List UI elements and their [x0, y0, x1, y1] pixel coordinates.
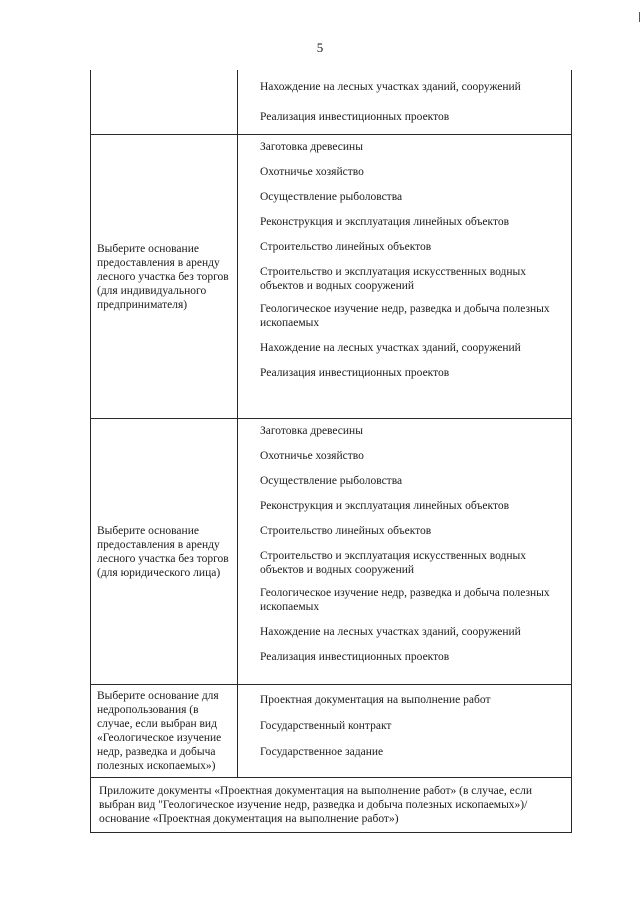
scan-edge-mark	[636, 12, 640, 22]
row-label-cell	[91, 70, 238, 135]
option-item[interactable]: Заготовка древесины	[260, 141, 363, 153]
attach-documents-note: Приложите документы «Проектная документация на выполнение работ» (в случае, если выбран вид "Геологическое изучение недр, разведка и добыча полезных ископаемых»)/основание «Проектная документация на выполнение работ»)	[91, 778, 572, 833]
option-item[interactable]: Реализация инвестиционных проектов	[260, 367, 450, 379]
table-row-continuation	[91, 70, 572, 135]
option-item[interactable]: Геологическое изучение недр, разведка и добыча полезных ископаемых	[260, 303, 550, 329]
table-row-attach-note	[91, 778, 572, 833]
row-options-cell	[238, 685, 572, 778]
option-item[interactable]: Нахождение на лесных участках зданий, сооружений	[260, 342, 521, 354]
option-item[interactable]: Проектная документация на выполнение работ	[260, 694, 491, 706]
row-label: Выберите основание предоставления в аренду лесного участка без торгов (для юридического лица)	[97, 524, 229, 579]
option-item[interactable]: Охотничье хозяйство	[260, 166, 364, 178]
option-item[interactable]: Нахождение на лесных участках зданий, сооружений	[260, 626, 521, 638]
option-item[interactable]: Строительство линейных объектов	[260, 525, 432, 537]
row-options-cell	[238, 135, 572, 419]
option-item[interactable]: Строительство линейных объектов	[260, 241, 432, 253]
row-options-cell	[238, 70, 572, 135]
option-item[interactable]: Государственный контракт	[260, 720, 392, 732]
option-item[interactable]: Реализация инвестиционных проектов	[260, 651, 450, 663]
table-row-individual-entrepreneur	[91, 135, 572, 419]
option-item[interactable]: Осуществление рыболовства	[260, 475, 403, 487]
option-item[interactable]: Геологическое изучение недр, разведка и добыча полезных ископаемых	[260, 587, 550, 613]
row-label-cell	[91, 685, 238, 778]
row-label: Выберите основание предоставления в аренду лесного участка без торгов (для индивидуального предпринимателя)	[97, 242, 229, 311]
option-item[interactable]: Нахождение на лесных участках зданий, сооружений	[260, 81, 521, 93]
row-label-cell	[91, 419, 238, 685]
option-item[interactable]: Осуществление рыболовства	[260, 191, 403, 203]
table-row-legal-entity	[91, 419, 572, 685]
option-item[interactable]: Государственное задание	[260, 746, 384, 758]
row-label: Выберите основание для недропользования (в случае, если выбран вид «Геологическое изучение недр, разведка и добыча полезных ископаемых»)	[97, 690, 222, 772]
option-item[interactable]: Реконструкция и эксплуатация линейных объектов	[260, 500, 510, 512]
option-item[interactable]: Заготовка древесины	[260, 425, 363, 437]
option-item[interactable]: Реконструкция и эксплуатация линейных объектов	[260, 216, 510, 228]
option-item[interactable]: Строительство и эксплуатация искусственных водных объектов и водных сооружений	[260, 266, 527, 292]
option-item[interactable]: Охотничье хозяйство	[260, 450, 364, 462]
application-table	[90, 70, 572, 833]
page-number: 5	[316, 40, 324, 55]
option-item[interactable]: Реализация инвестиционных проектов	[260, 111, 450, 123]
row-options-cell	[238, 419, 572, 685]
row-label-cell	[91, 135, 238, 419]
table-row-subsoil-use	[91, 685, 572, 778]
option-item[interactable]: Строительство и эксплуатация искусственных водных объектов и водных сооружений	[260, 550, 527, 576]
